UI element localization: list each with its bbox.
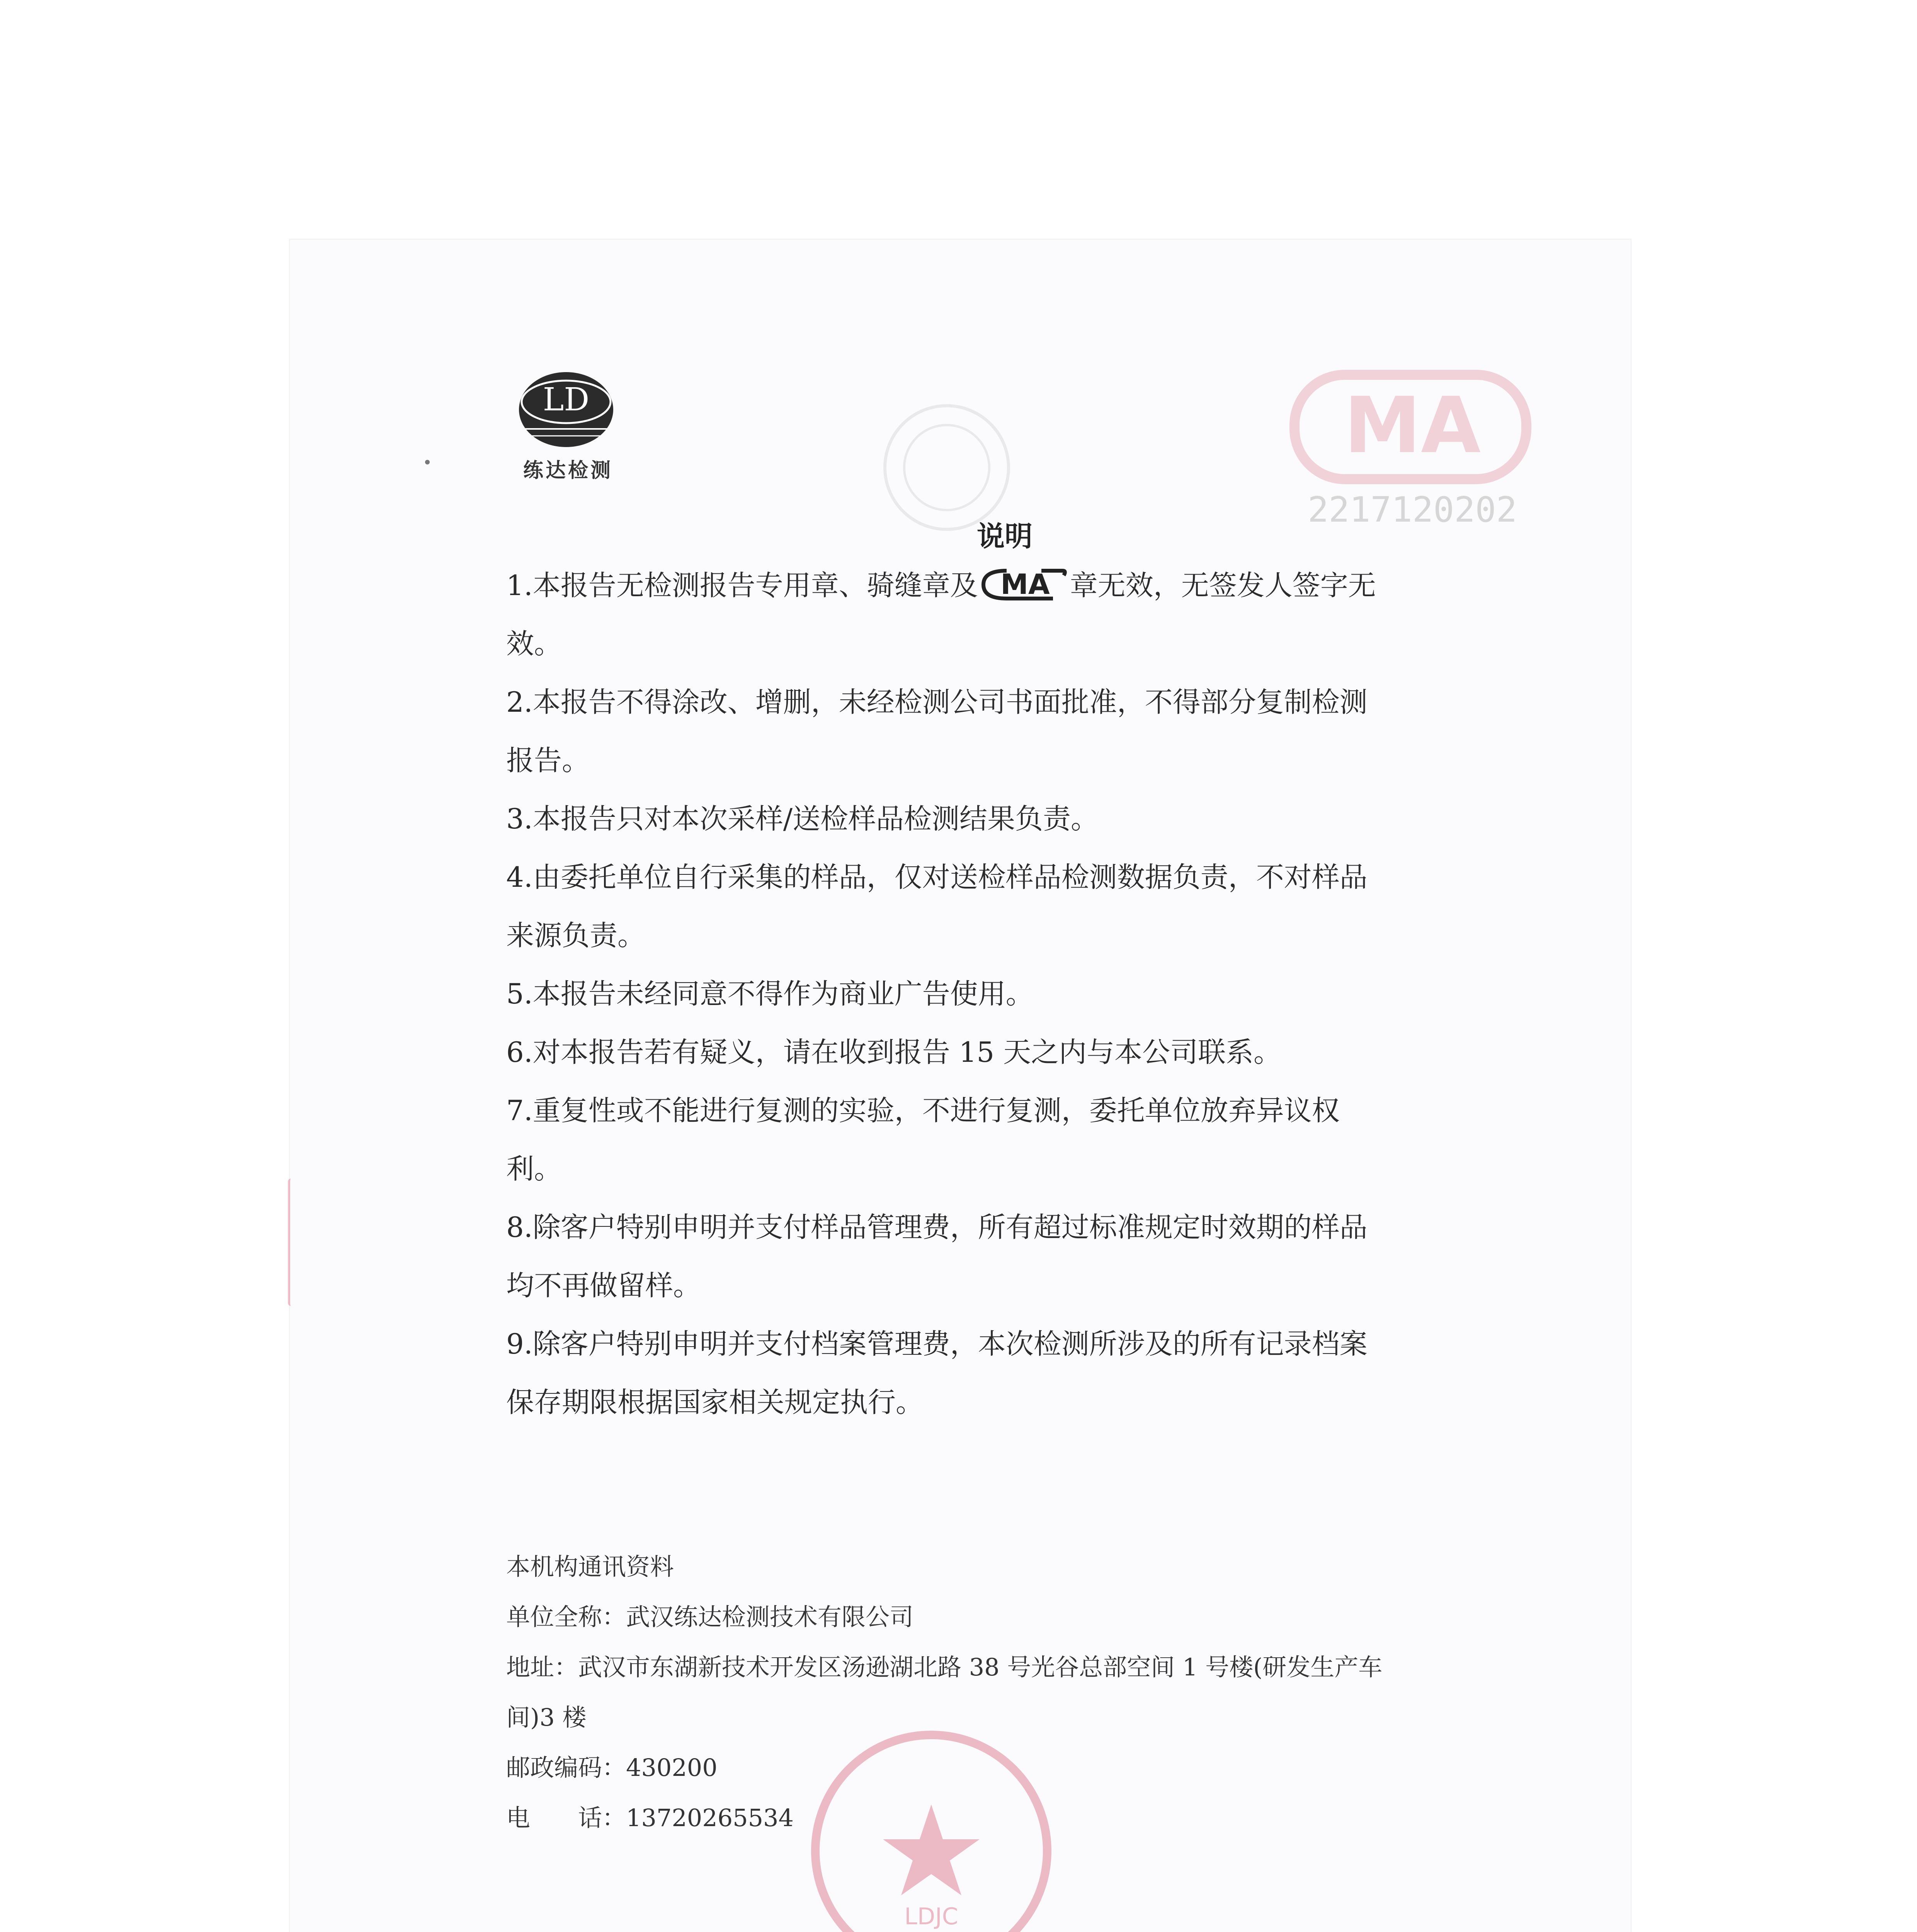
svg-text:LDJC: LDJC bbox=[904, 1903, 958, 1930]
cma-mark-icon bbox=[980, 567, 1068, 602]
page-title: 说明 bbox=[976, 520, 1032, 553]
red-company-seal-icon bbox=[796, 1716, 1067, 1932]
contact-phone: 13720265534 bbox=[626, 1804, 794, 1832]
scan-speck bbox=[425, 460, 430, 464]
logo-caption: 练达检测 bbox=[523, 459, 613, 482]
contact-phone-label: 电 话： bbox=[506, 1804, 626, 1832]
note-item-6: 6.对本报告若有疑义，请在收到报告 15 天之内与本公司联系。 bbox=[506, 1036, 1282, 1068]
contact-heading: 本机构通讯资料 bbox=[506, 1553, 674, 1581]
notes-list bbox=[506, 556, 1387, 1432]
cma-stamp-icon bbox=[1287, 363, 1538, 541]
note-item-1 bbox=[506, 556, 1387, 673]
note-1-text-after: 章无效，无签发人签字无效。 bbox=[506, 569, 1376, 660]
svg-text:MA: MA bbox=[1344, 381, 1481, 471]
scan-edge-mark bbox=[288, 1179, 298, 1306]
svg-text:MA: MA bbox=[1000, 568, 1050, 600]
company-logo bbox=[510, 371, 626, 495]
contact-postcode: 邮政编码：430200 bbox=[506, 1753, 718, 1782]
note-item-3: 3.本报告只对本次采样/送检样品检测结果负责。 bbox=[506, 803, 1099, 835]
logo-mark-text: LD bbox=[543, 381, 590, 418]
contact-company: 单位全称：武汉练达检测技术有限公司 bbox=[506, 1603, 914, 1631]
ld-logo-icon bbox=[518, 371, 614, 448]
note-item-2: 2.本报告不得涂改、增删，未经检测公司书面批准，不得部分复制检测报告。 bbox=[506, 686, 1368, 777]
note-item-7: 7.重复性或不能进行复测的实验，不进行复测，委托单位放弃异议权利。 bbox=[506, 1094, 1340, 1185]
note-item-5: 5.本报告未经同意不得作为商业广告使用。 bbox=[506, 978, 1034, 1010]
note-item-8: 8.除客户特别申明并支付样品管理费，所有超过标准规定时效期的样品均不再做留样。 bbox=[506, 1211, 1368, 1302]
contact-address: 地址：武汉市东湖新技术开发区汤逊湖北路 38 号光谷总部空间 1 号楼(研发生产车间)3 楼 bbox=[506, 1653, 1383, 1731]
note-1-text-before: 1.本报告无检测报告专用章、骑缝章及 bbox=[506, 569, 978, 602]
note-item-9: 9.除客户特别申明并支付档案管理费，本次检测所涉及的所有记录档案保存期限根据国家相关规定执行。 bbox=[506, 1328, 1368, 1418]
note-item-4: 4.由委托单位自行采集的样品，仅对送检样品检测数据负责，不对样品来源负责。 bbox=[506, 861, 1368, 952]
svg-text:2217120202: 2217120202 bbox=[1308, 490, 1517, 530]
